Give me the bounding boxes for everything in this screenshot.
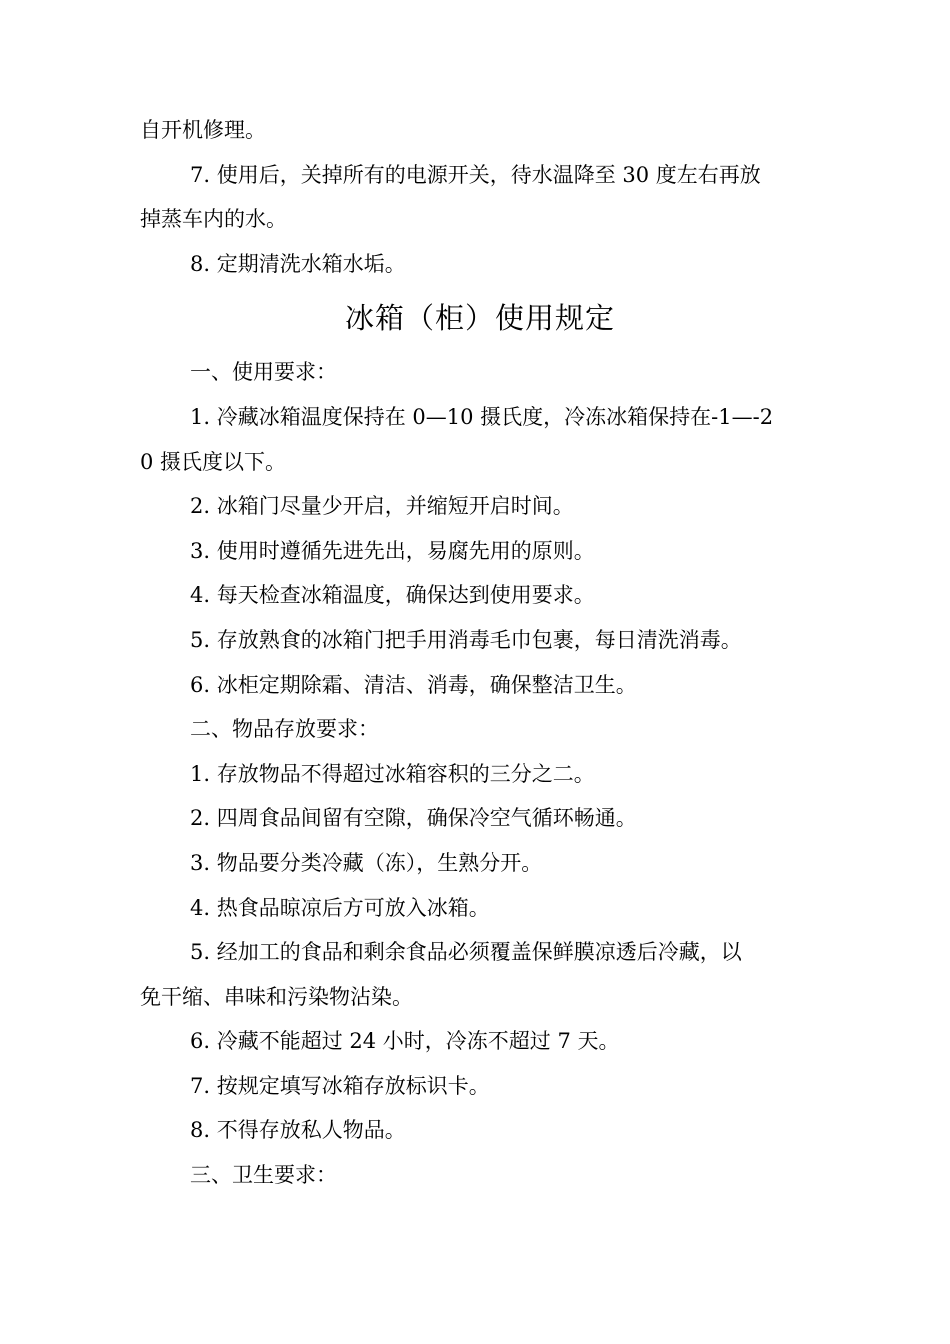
storage-item-2: 2. 四周食品间留有空隙，确保冷空气循环畅通。 bbox=[190, 806, 637, 831]
item-7-line-1: 7. 使用后，关掉所有的电源开关，待水温降至 30 度左右再放 bbox=[190, 162, 761, 187]
document-body bbox=[140, 108, 820, 1198]
storage-item-5-line-2: 免干缩、串味和污染物沾染。 bbox=[140, 984, 413, 1009]
section-title: 冰箱（柜）使用规定 bbox=[344, 301, 615, 336]
usage-item-6: 6. 冰柜定期除霜、清洁、消毒，确保整洁卫生。 bbox=[190, 672, 637, 697]
item-7-line-2: 掉蒸车内的水。 bbox=[140, 207, 287, 232]
storage-item-6: 6. 冷藏不能超过 24 小时，冷冻不超过 7 天。 bbox=[190, 1029, 620, 1054]
storage-item-7: 7. 按规定填写冰箱存放标识卡。 bbox=[190, 1073, 490, 1098]
usage-item-5: 5. 存放熟食的冰箱门把手用消毒毛巾包裹，每日清洗消毒。 bbox=[190, 627, 742, 652]
storage-item-3: 3. 物品要分类冷藏（冻），生熟分开。 bbox=[190, 850, 543, 875]
storage-item-1: 1. 存放物品不得超过冰箱容积的三分之二。 bbox=[190, 761, 595, 786]
usage-item-3: 3. 使用时遵循先进先出，易腐先用的原则。 bbox=[190, 538, 595, 563]
item-8: 8. 定期清洗水箱水垢。 bbox=[190, 251, 406, 276]
usage-item-1-line-1: 1. 冷藏冰箱温度保持在 0—10 摄氏度，冷冻冰箱保持在-1—-2 bbox=[190, 404, 774, 429]
storage-item-8: 8. 不得存放私人物品。 bbox=[190, 1118, 406, 1143]
usage-item-2: 2. 冰箱门尽量少开启，并缩短开启时间。 bbox=[190, 494, 574, 519]
storage-item-4: 4. 热食品晾凉后方可放入冰箱。 bbox=[190, 895, 490, 920]
heading-storage-requirements: 二、物品存放要求： bbox=[190, 717, 379, 742]
storage-item-5-line-1: 5. 经加工的食品和剩余食品必须覆盖保鲜膜凉透后冷藏，以 bbox=[190, 940, 742, 965]
heading-hygiene-requirements: 三、卫生要求： bbox=[190, 1163, 337, 1188]
paragraph-continuation: 自开机修理。 bbox=[140, 118, 266, 142]
usage-item-1-line-2: 0 摄氏度以下。 bbox=[140, 449, 287, 474]
heading-usage-requirements: 一、使用要求： bbox=[190, 360, 337, 385]
usage-item-4: 4. 每天检查冰箱温度，确保达到使用要求。 bbox=[190, 583, 595, 608]
